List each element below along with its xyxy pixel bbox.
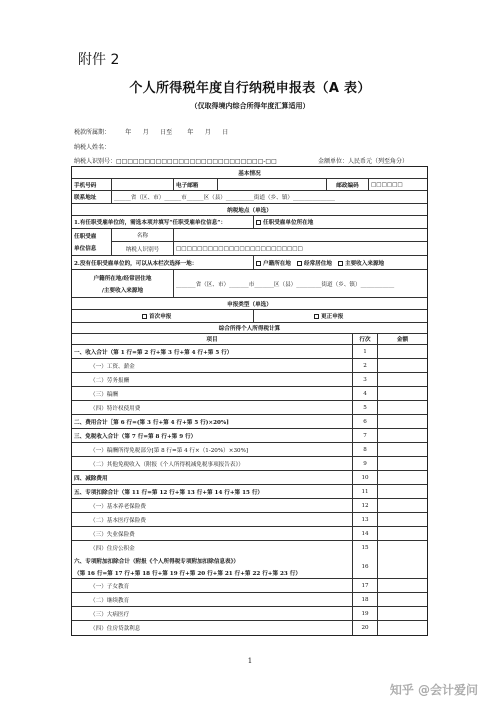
amount-field[interactable]	[378, 359, 427, 372]
table-row	[72, 457, 427, 471]
declaration-table	[71, 166, 428, 636]
table-row	[72, 499, 427, 513]
table-row	[72, 443, 427, 457]
checkbox-icon[interactable]	[314, 314, 319, 319]
row-item-label: （一）稿酬所得免税部分[第 8 行=第 4 行×（1-20%）×30%]	[72, 443, 353, 456]
table-row	[72, 579, 427, 593]
amount-field[interactable]	[378, 579, 427, 592]
row-item-label: （四）特许权使用费	[72, 401, 353, 414]
table-row	[72, 621, 427, 635]
employer-location-option[interactable]: 任职受雇单位所在地	[254, 216, 427, 228]
row-item-label: 三、免税收入合计（第 7 行=第 8 行+第 9 行）	[72, 429, 353, 442]
calc-rows	[72, 345, 427, 555]
amount-field[interactable]	[378, 471, 427, 484]
row-number: 13	[353, 513, 378, 526]
table-row: 六、专项附加扣除合计（附报《个人所得税专项附加扣除信息表》） （第 16 行=第 17 行+第 18 行+第 19 行+第 20 行+第 21 行+第 22 行+第 23 行） 16	[72, 555, 427, 579]
employer-id-field[interactable]: □□□□□□□□□□□□□□□□□□□□□□□□	[176, 245, 303, 252]
amount-field[interactable]	[378, 345, 427, 358]
table-row	[72, 429, 427, 443]
row-item-label: （三）大病医疗	[72, 607, 353, 620]
row-item-label: （二）基本医疗保险费	[72, 513, 353, 526]
row-item-label: （二）继续教育	[72, 593, 353, 606]
form-subtitle: （仅取得境内综合所得年度汇算适用）	[190, 101, 310, 110]
table-row	[72, 359, 427, 373]
row-item-label: （四）住房贷款利息	[72, 621, 353, 635]
row-number: 8	[353, 443, 378, 456]
amount-field[interactable]	[378, 499, 427, 512]
amount-field[interactable]	[378, 401, 427, 414]
address-row: 联系地址 ______省（区、市）______市______区（县）__________街道（乡、镇）_______________	[72, 191, 427, 204]
amount-field[interactable]	[378, 541, 427, 555]
watermark: 知乎 @会计爱问	[389, 683, 478, 697]
row-number: 1	[353, 345, 378, 358]
amount-field[interactable]	[378, 621, 427, 635]
amount-field[interactable]	[378, 593, 427, 606]
row-item-label: （四）住房公积金	[72, 541, 353, 555]
tax-location-header: 纳税地点（单选）	[72, 204, 427, 216]
row-number: 3	[353, 373, 378, 386]
form-title: 个人所得税年度自行纳税申报表（A 表）	[129, 81, 371, 96]
registered-address-row: 户籍所在地/经常居住地 /主要收入来源地 _______省（区、市）_______市_______区（县）_________街道（乡、镇）____________	[72, 270, 427, 298]
email-field[interactable]	[218, 179, 327, 190]
declaration-type-row	[72, 310, 427, 323]
row-number: 20	[353, 621, 378, 635]
row-number: 9	[353, 457, 378, 470]
checkbox-icon[interactable]	[142, 314, 147, 319]
amount-field[interactable]	[378, 429, 427, 442]
row-number: 19	[353, 607, 378, 620]
row-number: 7	[353, 429, 378, 442]
row-number: 15	[353, 541, 378, 555]
checkbox-icon[interactable]	[297, 261, 302, 266]
row-item-label: （二）其他免税收入（附报《个人所得税减免税事项报告表》）	[72, 457, 353, 470]
row-item-label: （三）失业保险费	[72, 527, 353, 540]
phone-field[interactable]	[112, 179, 174, 190]
employer-name-field[interactable]	[174, 229, 427, 241]
household-registration-option[interactable]: 户籍所在地	[256, 259, 291, 267]
amount-field[interactable]	[378, 555, 427, 578]
address-field[interactable]: ______省（区、市）______市______区（县）__________街道（乡、镇）_______________	[114, 195, 335, 201]
registered-address-field[interactable]: _______省（区、市）_______市_______区（县）_________街道（乡、镇）____________	[176, 281, 395, 288]
employer-info-block: 任职受雇 单位信息 名称 纳税人识别号 □□□□□□□□□□□□□□□□□□□□□□□□	[72, 229, 427, 256]
row-number: 10	[353, 471, 378, 484]
attachment-label: 附件 2	[78, 52, 120, 68]
row-item-label: （一）基本养老保险费	[72, 499, 353, 512]
amount-field[interactable]	[378, 457, 427, 470]
table-row	[72, 485, 427, 499]
main-income-source-option[interactable]: 主要收入来源地	[338, 259, 384, 267]
row-item-label: 二、费用合计［第 6 行=(第 3 行+第 4 行+第 5 行)×20%]	[72, 415, 353, 428]
postcode-field[interactable]: □□□□□□	[371, 181, 403, 188]
employed-option-row: 1.有任职受雇单位的，需选本项并填写“任职受雇单位信息”： 任职受雇单位所在地	[72, 216, 427, 229]
amount-field[interactable]	[378, 387, 427, 400]
tax-period: 税款所属期： 年 月 日至 年 月 日	[74, 129, 229, 136]
contact-row: 手机号码 电子邮箱 邮政编码 □□□□□□	[72, 179, 427, 191]
amount-field[interactable]	[378, 373, 427, 386]
first-declaration-option[interactable]: 首次申报	[72, 310, 254, 322]
table-row	[72, 373, 427, 387]
table-row	[72, 387, 427, 401]
row-item-label: 五、专项扣除合计（第 11 行=第 12 行+第 13 行+第 14 行+第 15 行）	[72, 485, 353, 498]
table-row	[72, 527, 427, 541]
table-row	[72, 471, 427, 485]
table-row	[72, 541, 427, 555]
amount-unit-label: 金额单位：人民币元（列至角分）	[318, 158, 409, 165]
tax-calculation-header: 综合所得个人所得税计算	[72, 323, 427, 334]
row-number: 18	[353, 593, 378, 606]
checkbox-icon[interactable]	[338, 261, 343, 266]
row-number: 4	[353, 387, 378, 400]
amount-field[interactable]	[378, 415, 427, 428]
table-row	[72, 415, 427, 429]
page-number: 1	[247, 657, 253, 665]
calc-column-headers: 项目 行次 金额	[72, 334, 427, 345]
table-row	[72, 513, 427, 527]
row-item-label: （一）子女教育	[72, 579, 353, 592]
taxpayer-id-label: 纳税人识别号：□□□□□□□□□□□□□□□□□□□□□□□□□□-□□	[74, 158, 277, 165]
row-number: 12	[353, 499, 378, 512]
row-item-label: （三）稿酬	[72, 387, 353, 400]
amount-field[interactable]	[378, 607, 427, 620]
table-row	[72, 401, 427, 415]
taxpayer-name-label: 纳税人姓名：	[74, 144, 111, 151]
unemployed-option-row: 2.没有任职受雇单位的，可以从本栏次选择一地： 户籍所在地 经常居住地 主要收入来源地	[72, 256, 427, 270]
calc-rows-2	[72, 579, 427, 635]
row-item-label: （一）工资、薪金	[72, 359, 353, 372]
row-number: 2	[353, 359, 378, 372]
checkbox-icon[interactable]	[256, 220, 261, 225]
row-number: 5	[353, 401, 378, 414]
row-item-label: 四、减除费用	[72, 471, 353, 484]
amount-field[interactable]	[378, 513, 427, 526]
habitual-residence-option[interactable]: 经常居住地	[297, 259, 332, 267]
checkbox-icon[interactable]	[256, 261, 261, 266]
row-number: 11	[353, 485, 378, 498]
amount-field[interactable]	[378, 485, 427, 498]
declaration-type-header: 申报类型（单选）	[72, 298, 427, 310]
table-row	[72, 593, 427, 607]
basic-info-header: 基本情况	[72, 167, 427, 179]
amount-field[interactable]	[378, 443, 427, 456]
amount-field[interactable]	[378, 527, 427, 540]
corrected-declaration-option[interactable]: 更正申报	[254, 310, 427, 322]
row-item-label: （二）劳务报酬	[72, 373, 353, 386]
table-row	[72, 607, 427, 621]
row-number: 17	[353, 579, 378, 592]
row-number: 14	[353, 527, 378, 540]
row-number: 6	[353, 415, 378, 428]
row-item-label: 一、收入合计（第 1 行=第 2 行+第 3 行+第 4 行+第 5 行）	[72, 345, 353, 358]
table-row	[72, 345, 427, 359]
